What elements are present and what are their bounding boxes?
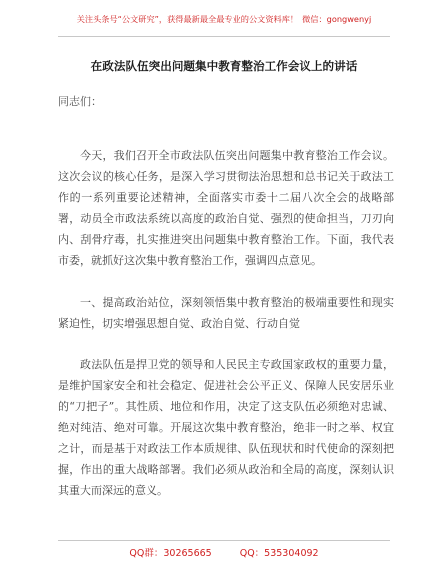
header-wechat-text: 微信：gongwenyj: [302, 14, 372, 24]
salutation: 同志们：: [58, 95, 102, 108]
paragraph-section-heading: 一、提高政治站位，深刻领悟集中教育整治的极端重要性和现实紧迫性，切实增强思想自觉、政治自觉、行动自觉: [58, 296, 394, 330]
document-title: 在政法队伍突出问题集中教育整治工作会议上的讲话: [90, 59, 358, 73]
footer-contact: [0, 545, 448, 559]
footer-divider: [58, 540, 390, 541]
footer-qq-number: QQ：535304092: [239, 548, 319, 559]
paragraph-body: 政法队伍是捍卫党的领导和人民民主专政国家政权的重要力量，是维护国家安全和社会稳定、促进社会公平正义、保障人民安居乐业的“刀把子”。其性质、地位和作用，决定了这支队伍必须绝对忠诚、绝对纯洁、绝对可靠。开展这次集中教育整治，绝非一时之举、权宜之计，而是基于对政法工作本质规律、队伍现状和时代使命的深刻把握，作出的重大战略部署。我们必须从政治和全局的高度，深刻认识其重大而深远的意义。: [58, 358, 394, 497]
paragraph-intro: 今天，我们召开全市政法队伍突出问题集中教育整治工作会议。这次会议的核心任务，是深入学习贯彻法治思想和总书记关于政法工作的一系列重要论述精神，全面落实市委十二届八次全会的战略部署，动员全市政法系统以高度的政治自觉、强烈的使命担当，刀刃向内、刮骨疗毒，扎实推进突出问题集中教育整治工作。下面，我代表市委，就抓好这次集中教育整治工作，强调四点意见。: [58, 149, 394, 267]
header-divider: [58, 36, 390, 37]
header-banner: [0, 14, 448, 25]
footer-qq-group: QQ群：30265665: [129, 548, 212, 559]
header-promo-text: 关注头条号“公文研究”，获得最新最全最专业的公文资料库！: [76, 14, 299, 24]
